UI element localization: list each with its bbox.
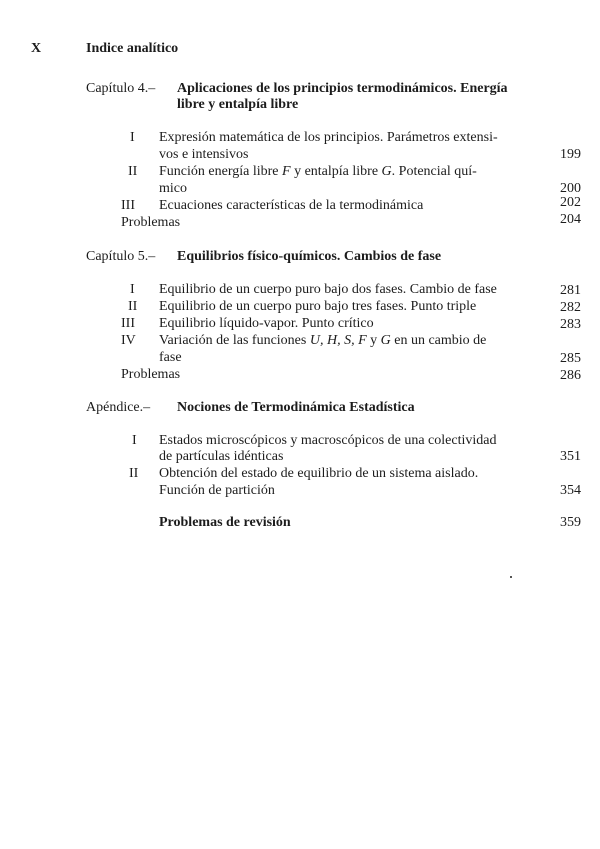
ch5-entry-4-line1: Variación de las funciones U, H, S, F y G en un cambio de	[159, 333, 487, 348]
scan-speck	[510, 576, 512, 578]
review-problems-label: Problemas de revisión	[159, 515, 291, 530]
ch4-entry-1-numeral: I	[130, 130, 135, 145]
appendix-entry-1-numeral: I	[132, 433, 137, 448]
chapter-4-title-line1: Aplicaciones de los principios termodinámicos. Energía	[177, 81, 508, 96]
ch4-entry-3-line1: Ecuaciones características de la termodinámica	[159, 198, 424, 213]
ch5-entry-1-numeral: I	[130, 282, 135, 297]
ch5-entry-1-line1: Equilibrio de un cuerpo puro bajo dos fases. Cambio de fase	[159, 282, 497, 297]
ch4-entry-2-numeral: II	[128, 164, 138, 179]
ch5-entry-3-line1: Equilibrio líquido-vapor. Punto crítico	[159, 316, 374, 331]
appendix-title: Nociones de Termodinámica Estadística	[177, 400, 415, 415]
ch4-entry-2-page: 200	[560, 181, 581, 196]
ch5-entry-4-line2: fase	[159, 350, 182, 365]
appendix-entry-1-page: 351	[560, 449, 581, 464]
chapter-5-title: Equilibrios físico-químicos. Cambios de fase	[177, 249, 442, 264]
appendix-entry-1-line1: Estados microscópicos y macroscópicos de una colectividad	[159, 433, 497, 448]
ch5-entry-2-numeral: II	[128, 299, 138, 314]
ch5-entry-1-page: 281	[560, 283, 581, 298]
appendix-entry-2-page: 354	[560, 483, 581, 498]
ch4-problems-label: Problemas	[121, 215, 181, 230]
ch5-entry-2-line1: Equilibrio de un cuerpo puro bajo tres fases. Punto triple	[159, 299, 477, 314]
chapter-5-label: Capítulo 5.–	[86, 249, 156, 264]
ch4-entry-1-line1: Expresión matemática de los principios. Parámetros extensi-	[159, 130, 498, 145]
ch5-entry-3-page: 283	[560, 317, 581, 332]
appendix-entry-2-line1: Obtención del estado de equilibrio de un sistema aislado.	[159, 466, 479, 481]
ch4-entry-2-line1: Función energía libre F y entalpía libre G. Potencial quí-	[159, 164, 477, 179]
appendix-entry-1-line2: de partículas idénticas	[159, 449, 284, 464]
page-number: X	[31, 41, 42, 56]
ch4-entry-3-numeral: III	[121, 198, 135, 213]
appendix-entry-2-numeral: II	[129, 466, 139, 481]
ch5-problems-page: 286	[560, 368, 581, 383]
chapter-4-label: Capítulo 4.–	[86, 81, 156, 96]
ch5-entry-4-numeral: IV	[121, 333, 136, 348]
ch5-problems-label: Problemas	[121, 367, 181, 382]
chapter-4-title-line2: libre y entalpía libre	[177, 97, 299, 112]
ch5-entry-2-page: 282	[560, 300, 581, 315]
appendix-entry-2-line2: Función de partición	[159, 483, 275, 498]
ch5-entry-4-page: 285	[560, 351, 581, 366]
ch5-entry-3-numeral: III	[121, 316, 135, 331]
ch4-entry-1-line2: vos e intensivos	[159, 147, 249, 162]
review-problems-page: 359	[560, 515, 581, 530]
page-title: Indice analítico	[86, 41, 179, 56]
ch4-problems-page: 204	[560, 212, 581, 227]
ch4-entry-3-page: 202	[560, 195, 581, 210]
appendix-label: Apéndice.–	[86, 400, 151, 415]
ch4-entry-2-line2: mico	[159, 181, 187, 196]
ch4-entry-1-page: 199	[560, 147, 581, 162]
